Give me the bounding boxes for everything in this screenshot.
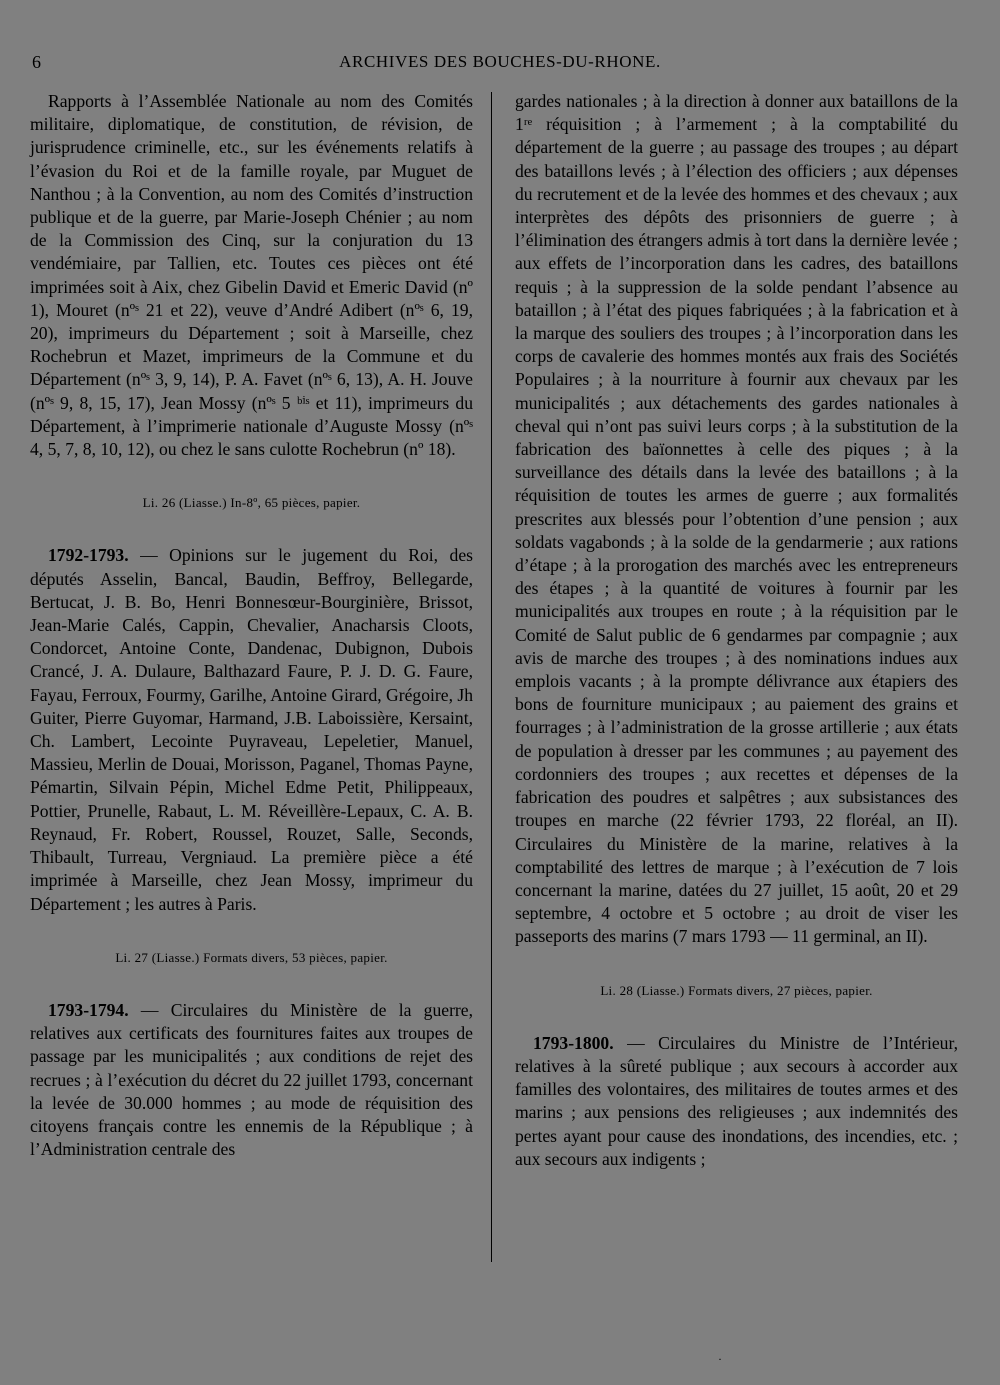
entry-1793-1794 — [30, 999, 473, 1161]
entry-date: 1792-1793. — [48, 545, 129, 566]
entry-date: 1793-1794. — [48, 999, 129, 1020]
shelf-mark-li28: Li. 28 (Liasse.) Formats divers, 27 pièces, papier. — [600, 982, 873, 998]
column-divider — [491, 92, 492, 1262]
left-column — [30, 90, 473, 1161]
entry-date: 1793-1800. — [533, 1032, 614, 1053]
entry-1793-1794-continued: gardes nationales ; à la direction à donner aux bataillons de la 1ʳᵉ réquisition ; à l’armement ; à la comptabilité du département de la guerre ; au passage des troupes ; au départ des bataillons levés ; à l’élection des officiers ; aux dépenses du recrutement et de la levée des hommes et des chevaux ; aux interprètes des dépôts des prisonniers de guerre ; à l’élimination des étrangers admis à tort dans la dernière levée ; aux effets de l’incorporation dans les cadres, des bataillons requis ; à la suppression de la solde pendant l’absence au bataillon ; à l’état des piques fabriquées ; à la fabrication et à la marque des souliers des troupes ; à l’incorporation dans les corps de cavalerie des hommes montés aux frais des Sociétés Populaires ; à la nourriture à fournir aux chevaux par les municipalités ; aux détachements des gardes nationales à cheval qui n’ont pas suivi leurs corps ; à la substitution de la fabrication des baïonnettes à celle des piques ; à la surveillance des détails dans la levée des bataillons ; à la réquisition de toutes les armes de guerre ; aux formalités prescrites aux blessés pour l’obtention d’une pension ; aux soldats vagabonds ; à la solde de la gendarmerie ; aux rations d’étape ; à la prorogation des marchés avec les entrepreneurs des étapes ; à la quantité de voitures à fournir par les municipalités aux troupes en route ; à la réquisition par le Comité de Salut public de 6 gendarmes par compagnie ; aux avis de marche des troupes ; à des nominations indues aux emplois vacants ; à la prompte délivrance aux étapiers des bons de fourniture municipaux ; au paiement des grains et fourrages ; à l’administration de la grosse artillerie ; aux états de population à dresser par les communes ; au payement des cordonniers des troupes ; aux recettes et dépenses de la fabrication des poudres et salpêtres ; aux subsistances des troupes en marche (22 février 1793, 22 floréal, an II). Circulaires du Ministère de la marine, relatives à la comptabilité des lettres de marque ; à l’exécution de 7 lois concernant la marine, datées du 27 juillet, 15 août, 20 et 29 septembre, 4 octobre et 5 octobre ; au droit de viser les passeports des marins (7 mars 1793 — 11 germinal, an II). — [515, 91, 958, 947]
running-head: ARCHIVES DES BOUCHES-DU-RHONE. — [339, 52, 661, 71]
shelf-mark-li27: Li. 27 (Liasse.) Formats divers, 53 pièces, papier. — [115, 949, 388, 965]
shelf-mark-li26: Li. 26 (Liasse.) In-8º, 65 pièces, papier. — [142, 495, 361, 511]
entry-body: — Circulaires du Ministère de la guerre, relatives aux certificats des fournitures faites aux troupes de passage par les municipalités ; aux conditions de rejet des recrues ; à l’exécution du décret du 22 juillet 1793, concernant la levée de 30.000 hommes ; au mode de réquisition des citoyens français contre les ennemis de la République ; à l’Administration centrale des — [30, 999, 473, 1160]
entry-1793-1800 — [515, 1032, 958, 1171]
right-column — [515, 90, 958, 1171]
entry-rapports: Rapports à l’Assemblée Nationale au nom des Comités militaire, diplomatique, de constitution, de révision, de jurisprudence criminelle, etc., sur les événements relatifs à l’évasion du Roi et de la famille royale, par Muguet de Nanthou ; à la Convention, au nom des Comités d’instruction publique et de la guerre, par Marie-Joseph Chénier ; au nom de la Commission des Cinq, sur la conjuration du 13 vendémiaire, par Tallien, etc. Toutes ces pièces ont été imprimées soit à Aix, chez Gibelin David et Emeric David (nº 1), Mouret (nºˢ 21 et 22), veuve d’André Adibert (nºˢ 6, 19, 20), imprimeurs du Département ; soit à Marseille, chez Rochebrun et Mazet, imprimeurs de la Commune et du Département (nºˢ 3, 9, 14), P. A. Favet (nºˢ 6, 13), A. H. Jouve (nºˢ 9, 8, 15, 17), Jean Mossy (nºˢ 5 ᵇⁱˢ et 11), imprimeurs du Département, à l’imprimerie nationale d’Auguste Mossy (nºˢ 4, 5, 7, 8, 10, 12), ou chez le sans culotte Rochebrun (nº 18). — [30, 91, 473, 460]
entry-body: — Opinions sur le jugement du Roi, des députés Asselin, Bancal, Baudin, Beffroy, Bellegarde, Bertucat, J. B. Bo, Henri Bonnesœur-Bourginière, Brissot, Jean-Marie Calés, Cappin, Chevalier, Anacharsis Cloots, Condorcet, Antoine Conte, Dandenac, Dubignon, Dubois Crancé, J. A. Dulaure, Balthazard Faure, P. J. D. G. Faure, Fayau, Ferroux, Fourmy, Garilhe, Antoine Girard, Grégoire, Jh Guiter, Pierre Guyomar, Harmand, J.B. Laboissière, Kersaint, Ch. Lambert, Lecointe Puyraveau, Lepeletier, Manuel, Massieu, Merlin de Douai, Morisson, Paganel, Thomas Payne, Pémartin, Silvain Pépin, Michel Edme Petit, Philippeaux, Pottier, Prunelle, Rabaut, L. M. Réveillère-Lepaux, C. A. B. Reynaud, Fr. Robert, Roussel, Rouzet, Salle, Seconds, Thibault, Turreau, Vergniaud. La première pièce a été imprimée à Marseille, chez Jean Mossy, imprimeur du Département ; les autres à Paris. — [30, 545, 474, 914]
page-number: 6 — [32, 52, 41, 72]
entry-body: — Circulaires du Ministre de l’Intérieur, relatives à la sûreté publique ; aux secours à accorder aux familles des volontaires, des militaires de toutes armes et des marins ; aux pensions des religieuses ; aux indemnités des pertes ayant pour cause des inondations, des incendies, etc. ; aux secours aux indigents ; — [515, 1032, 958, 1169]
entry-1792-1793 — [30, 544, 473, 915]
print-mark: · — [718, 1352, 722, 1366]
